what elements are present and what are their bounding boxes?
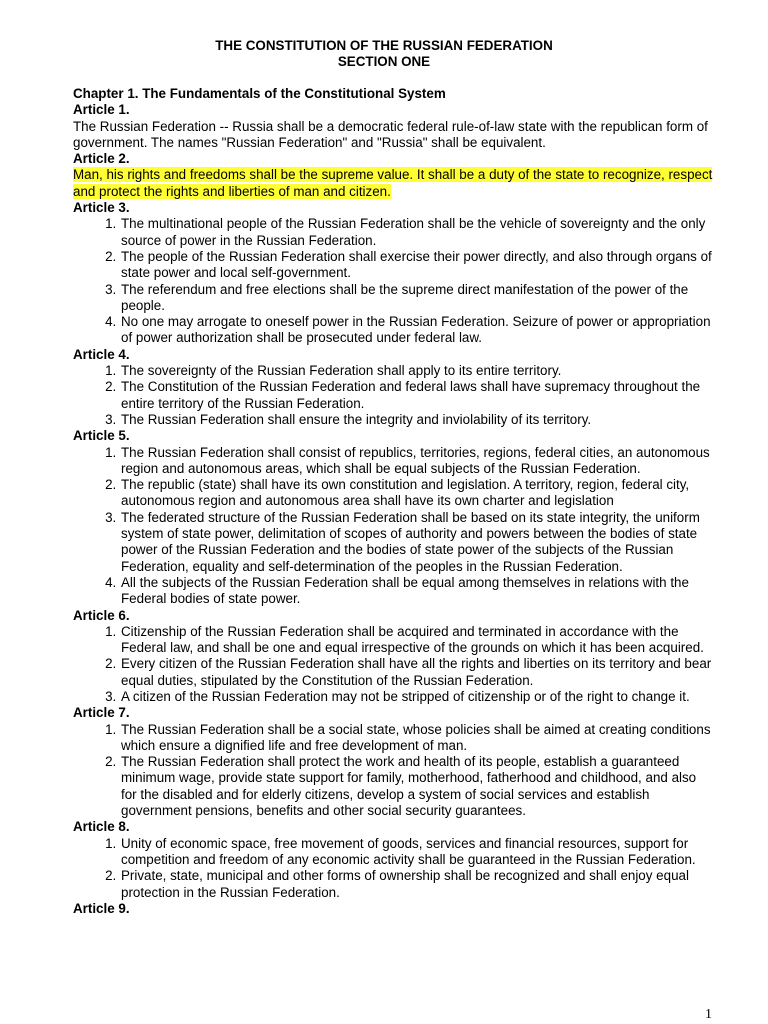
article-list	[73, 445, 713, 608]
document-body	[73, 86, 713, 917]
list-item: 1. Citizenship of the Russian Federation shall be acquired and terminated in accordance with the Federal law, and shall be one and equal irrespective of the grounds on which it has been acquired.	[120, 624, 713, 657]
page-number: 1	[705, 1007, 712, 1022]
list-item: 2. The Russian Federation shall protect the work and health of its people, establish a guaranteed minimum wage, provide state support for family, motherhood, fatherhood and childhood, and also for the disabled and for elderly citizens, develop a system of social services and establish government pensions, benefits and other social security guarantees.	[120, 754, 713, 819]
article-list	[73, 624, 713, 705]
list-item: 2. The republic (state) shall have its own constitution and legislation. A territory, region, federal city, autonomous region and autonomous area shall have its own charter and legislation	[120, 477, 713, 510]
article-list	[73, 216, 713, 346]
list-item: 2. Private, state, municipal and other forms of ownership shall be recognized and shall enjoy equal protection in the Russian Federation.	[120, 868, 713, 901]
list-item: 1. The multinational people of the Russian Federation shall be the vehicle of sovereignty and the only source of power in the Russian Federation.	[120, 216, 713, 249]
article-heading: Article 7.	[73, 705, 130, 721]
article-heading: Article 2.	[73, 151, 130, 167]
document-title: THE CONSTITUTION OF THE RUSSIAN FEDERATION	[215, 38, 553, 53]
list-item: 3. The Russian Federation shall ensure the integrity and inviolability of its territory.	[120, 412, 713, 428]
chapter-heading: Chapter 1. The Fundamentals of the Constitutional System	[73, 86, 446, 101]
highlighted-text: Man, his rights and freedoms shall be the supreme value. It shall be a duty of the state to recognize, respect and protect the rights and liberties of man and citizen.	[73, 167, 713, 199]
section-title: SECTION ONE	[337, 54, 431, 69]
article-list	[73, 722, 713, 820]
article-heading: Article 3.	[73, 200, 130, 216]
list-item: 2. The people of the Russian Federation shall exercise their power directly, and also through organs of state power and local self-government.	[120, 249, 713, 282]
list-item: 2. The Constitution of the Russian Federation and federal laws shall have supremacy throughout the entire territory of the Russian Federation.	[120, 379, 713, 412]
article-text-highlighted	[73, 167, 713, 200]
list-item: 3. A citizen of the Russian Federation may not be stripped of citizenship or of the right to change it.	[120, 689, 713, 705]
article-heading: Article 1.	[73, 102, 130, 118]
list-item: 1. The Russian Federation shall be a social state, whose policies shall be aimed at creating conditions which ensure a dignified life and free development of man.	[120, 722, 713, 755]
list-item: 3. The referendum and free elections shall be the supreme direct manifestation of the power of the people.	[120, 282, 713, 315]
article-heading: Article 8.	[73, 819, 130, 835]
list-item: 1. The sovereignty of the Russian Federation shall apply to its entire territory.	[120, 363, 713, 379]
article-heading: Article 6.	[73, 607, 130, 623]
list-item: 3. The federated structure of the Russian Federation shall be based on its state integrity, the uniform system of state power, delimitation of scopes of authority and powers between the bodies of state power of the Russian Federation and the bodies of state power of the subjects of the Russian Federation, equality and self-determination of the peoples in the Russian Federation.	[120, 510, 713, 575]
article-heading: Article 5.	[73, 428, 130, 444]
article-text: The Russian Federation -- Russia shall be a democratic federal rule-of-law state with the republican form of government. The names "Russian Federation" and "Russia" shall be equivalent.	[73, 118, 708, 150]
list-item: 1. Unity of economic space, free movement of goods, services and financial resources, support for competition and freedom of any economic activity shall be guaranteed in the Russian Federation.	[120, 836, 713, 869]
list-item: 4. No one may arrogate to oneself power in the Russian Federation. Seizure of power or appropriation of power authorization shall be prosecuted under federal law.	[120, 314, 713, 347]
article-list	[73, 836, 713, 901]
list-item: 1. The Russian Federation shall consist of republics, territories, regions, federal cities, an autonomous region and autonomous areas, which shall be equal subjects of the Russian Federation.	[120, 445, 713, 478]
list-item: 4. All the subjects of the Russian Federation shall be equal among themselves in relations with the Federal bodies of state power.	[120, 575, 713, 608]
article-list	[73, 363, 713, 428]
list-item: 2. Every citizen of the Russian Federation shall have all the rights and liberties on its territory and bear equal duties, stipulated by the Constitution of the Russian Federation.	[120, 656, 713, 689]
article-heading: Article 9.	[73, 900, 130, 916]
article-heading: Article 4.	[73, 346, 130, 362]
